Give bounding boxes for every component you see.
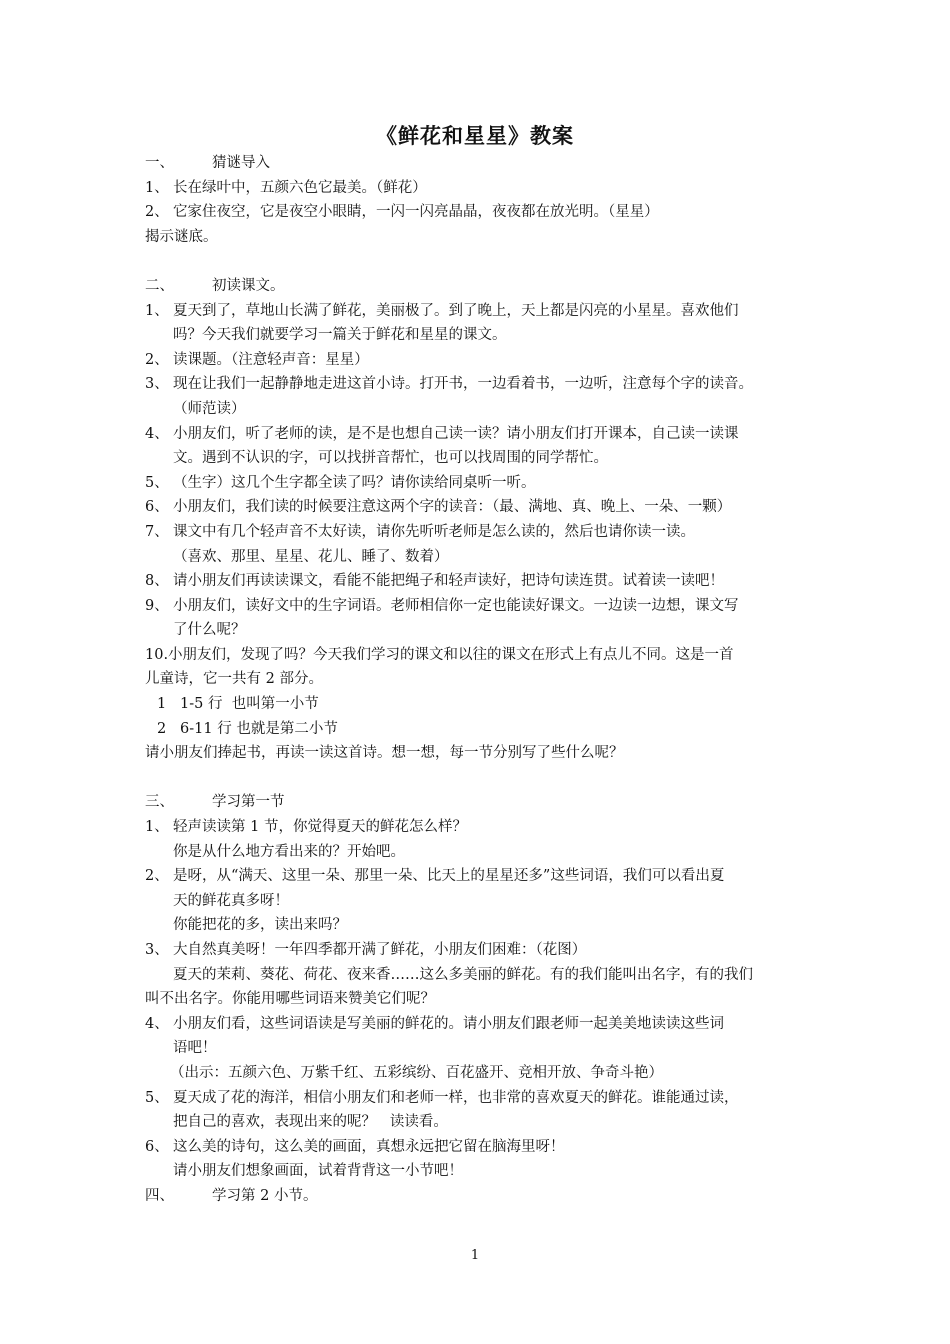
list-item [145,1086,815,1111]
section-heading [145,151,815,176]
item-text: 小朋友们，读好文中的生字词语。老师相信你一定也能读好课文。一边读一边想，课文写 [173,597,739,614]
item-text: 这么美的诗句，这么美的画面，真想永远把它留在脑海里呀！ [173,1138,565,1155]
list-item [145,520,815,545]
item-text: 长在绿叶中，五颜六色它最美。（鲜花） [173,179,427,196]
document-body [145,151,815,1209]
item-text: 现在让我们一起静静地走进这首小诗。打开书，一边看着书，一边听，注意每个字的读音。 [173,376,753,393]
list-item [145,471,815,496]
item-continuation: 你能把花的多，读出来吗？ [173,917,347,934]
list-item [145,569,815,594]
item-number: 2、 [145,204,169,221]
item-text: （生字）这几个生字都全读了吗？请你读给同桌听一听。 [173,474,536,491]
item-continuation: 天的鲜花真多呀！ [173,892,289,909]
item-continuation: （师范读） [173,400,246,417]
list-item [145,200,815,225]
item-number: 7、 [145,523,169,540]
item-continuation: 儿童诗，它一共有 2 部分。 [145,671,323,688]
item-number: 1、 [145,302,169,319]
list-item [145,1012,815,1037]
item-continuation: 文。遇到不认识的字，可以找拼音帮忙，也可以找周围的同学帮忙。 [173,450,608,467]
item-continuation: 你是从什么地方看出来的？开始吧。 [173,843,405,860]
item-number: 1、 [145,179,169,196]
list-item [145,422,815,447]
item-number: 5、 [145,1089,169,1106]
item-continuation: （出示：五颜六色、万紫千红、五彩缤纷、百花盛开、竞相开放、争奇斗艳） [170,1064,663,1081]
section-heading [145,1184,815,1209]
item-text: 大自然真美呀！一年四季都开满了鲜花，小朋友们困难：（花图） [173,942,587,958]
item-text: 小朋友们看，这些词语读是写美丽的鲜花的。请小朋友们跟老师一起美美地读读这些词 [173,1015,724,1032]
list-item [145,1135,815,1160]
item-text: 轻声读读第 1 节，你觉得夏天的鲜花怎么样？ [173,819,467,836]
item-number: 3、 [145,376,169,393]
item-continuation: 了什么呢？ [173,622,246,639]
section-number: 三、 [145,794,174,811]
item-number: 8、 [145,573,169,590]
item-text: 夏天到了，草地山长满了鲜花，美丽极了。到了晚上，天上都是闪亮的小星星。喜欢他们 [173,302,739,319]
item-continuation: 叫不出名字。你能用哪些词语来赞美它们呢？ [145,991,435,1008]
poem-part-1: 1 1-5 行 也叫第一小节 [157,696,319,713]
section-number: 一、 [145,155,174,171]
item-text: 小朋友们，听了老师的读，是不是也想自己读一读？请小朋友们打开课本，自己读一读课 [173,425,739,442]
item-number: 2、 [145,351,169,368]
item-number: 6、 [145,1138,169,1155]
list-item [145,176,815,201]
item-text: 夏天成了花的海洋，相信小朋友们和老师一样，也非常的喜欢夏天的鲜花。谁能通过读， [173,1089,739,1106]
list-item [145,299,815,324]
section-heading [145,274,815,299]
item-number: 5、 [145,474,169,491]
item-continuation: 请小朋友们想象画面，试着背背这一小节吧！ [173,1163,463,1180]
poem-part-2: 2 6-11 行 也就是第二小节 [157,720,338,737]
item-continuation: 语吧！ [173,1040,217,1057]
item-continuation: 把自己的喜欢，表现出来的呢？ 读读看。 [173,1114,448,1131]
list-item [145,864,815,889]
list-item [145,348,815,373]
item-number: 1、 [145,819,169,836]
section-title: 学习第 2 小节。 [212,1187,318,1204]
item-continuation: 吗？今天我们就要学习一篇关于鲜花和星星的课文。 [173,327,507,344]
list-item [145,372,815,397]
section-title: 猜谜导入 [212,155,270,171]
item-continuation: 夏天的茉莉、葵花、荷花、夜来香……这么多美丽的鲜花。有的我们能叫出名字，有的我们 [173,966,753,983]
list-item [145,938,815,963]
page-number: 1 [470,1248,480,1263]
item-number: 2、 [145,868,169,885]
blank-line [145,766,815,791]
blank-line [145,249,815,274]
list-item [145,815,815,840]
item-text: 读课题。（注意轻声音：星星） [173,351,369,368]
item-number: 6、 [145,499,169,516]
item-text: 请小朋友们再读读课文，看能不能把绳子和轻声读好，把诗句读连贯。试着读一读吧！ [173,573,724,590]
list-item: 10.小朋友们，发现了吗？今天我们学习的课文和以往的课文在形式上有点儿不同。这是一首 [145,646,734,663]
item-text: 课文中有几个轻声音不太好读，请你先听听老师是怎么读的，然后也请你读一读。 [173,523,695,540]
item-text: 它家住夜空，它是夜空小眼睛，一闪一闪亮晶晶，夜夜都在放光明。（星星） [173,204,659,221]
paragraph: 请小朋友们捧起书，再读一读这首诗。想一想，每一节分别写了些什么呢？ [145,745,624,762]
list-item [145,594,815,619]
section-heading [145,790,815,815]
item-number: 3、 [145,942,169,958]
list-item [145,495,815,520]
item-number: 4、 [145,425,169,442]
item-number: 4、 [145,1015,169,1032]
section-title: 学习第一节 [212,794,285,811]
section-number: 二、 [145,277,174,294]
item-text: 是呀，从“满天、这里一朵、那里一朵、比天上的星星还多”这些词语，我们可以看出夏 [173,868,725,885]
item-number: 9、 [145,597,169,614]
item-continuation: （喜欢、那里、星星、花儿、睡了、数着） [173,548,449,565]
section-title: 初读课文。 [212,277,285,294]
section-number: 四、 [145,1187,174,1204]
document-title: 《鲜花和星星》教案 [376,123,574,148]
paragraph: 揭示谜底。 [145,228,218,245]
item-text: 小朋友们，我们读的时候要注意这两个字的读音：（最、满地、真、晚上、一朵、一颗） [173,499,732,516]
